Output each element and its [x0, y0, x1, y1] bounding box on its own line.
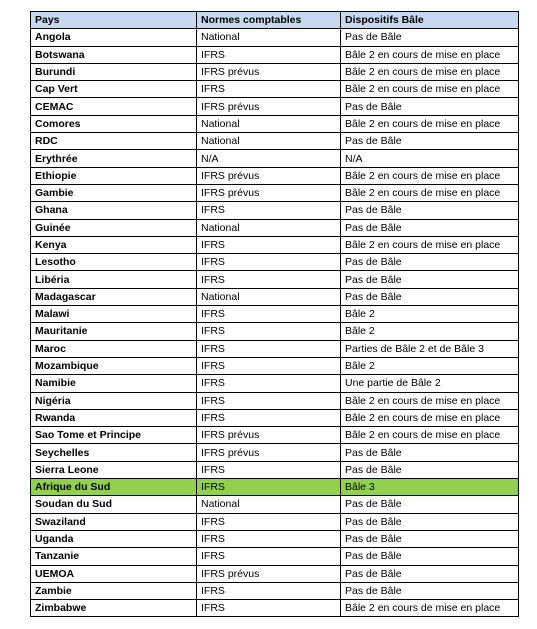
table-row [31, 63, 519, 80]
cell-pays: CEMAC [31, 98, 197, 115]
table-row [31, 409, 519, 426]
cell-pays: Comores [31, 115, 197, 132]
table-row [31, 548, 519, 565]
cell-bale: Bâle 2 en cours de mise en place [341, 81, 519, 98]
cell-bale: N/A [341, 150, 519, 167]
table-row [31, 444, 519, 461]
cell-pays: Cap Vert [31, 81, 197, 98]
table-row [31, 219, 519, 236]
cell-bale: Pas de Bâle [341, 29, 519, 46]
cell-bale: Une partie de Bâle 2 [341, 375, 519, 392]
cell-bale: Pas de Bâle [341, 496, 519, 513]
cell-bale: Bâle 2 en cours de mise en place [341, 236, 519, 253]
cell-pays: Angola [31, 29, 197, 46]
cell-pays: Zimbabwe [31, 600, 197, 617]
cell-normes: IFRS [197, 530, 341, 547]
cell-pays: Kenya [31, 236, 197, 253]
cell-bale: Pas de Bâle [341, 271, 519, 288]
cell-pays: Namibie [31, 375, 197, 392]
table-row [31, 323, 519, 340]
table-row [31, 513, 519, 530]
table-row [31, 375, 519, 392]
cell-pays: Tanzanie [31, 548, 197, 565]
cell-pays: Malawi [31, 306, 197, 323]
cell-bale: Bâle 2 [341, 357, 519, 374]
cell-normes: IFRS [197, 461, 341, 478]
cell-bale: Pas de Bâle [341, 202, 519, 219]
table-row [31, 115, 519, 132]
cell-pays: Swaziland [31, 513, 197, 530]
table-row [31, 340, 519, 357]
cell-pays: Gambie [31, 184, 197, 201]
cell-pays: Sierra Leone [31, 461, 197, 478]
cell-bale: Bâle 2 en cours de mise en place [341, 409, 519, 426]
table-row [31, 236, 519, 253]
cell-pays: Rwanda [31, 409, 197, 426]
cell-bale: Pas de Bâle [341, 219, 519, 236]
table-row [31, 582, 519, 599]
cell-bale: Bâle 3 [341, 479, 519, 496]
table-row [31, 271, 519, 288]
cell-bale: Bâle 2 [341, 323, 519, 340]
cell-pays: Botswana [31, 46, 197, 63]
cell-pays: Sao Tome et Principe [31, 427, 197, 444]
cell-bale: Bâle 2 en cours de mise en place [341, 184, 519, 201]
table-row [31, 98, 519, 115]
table-row [31, 565, 519, 582]
cell-pays: Seychelles [31, 444, 197, 461]
cell-normes: National [197, 133, 341, 150]
cell-bale: Pas de Bâle [341, 98, 519, 115]
cell-bale: Pas de Bâle [341, 288, 519, 305]
table-row [31, 184, 519, 201]
cell-normes: IFRS [197, 513, 341, 530]
cell-pays: Mozambique [31, 357, 197, 374]
cell-pays: Uganda [31, 530, 197, 547]
cell-normes: National [197, 219, 341, 236]
table-row [31, 600, 519, 617]
table-row [31, 392, 519, 409]
table-header [31, 12, 519, 29]
cell-pays: Erythrée [31, 150, 197, 167]
cell-normes: National [197, 496, 341, 513]
cell-pays: Guinée [31, 219, 197, 236]
cell-normes: IFRS prévus [197, 444, 341, 461]
table-row [31, 479, 519, 496]
cell-bale: Bâle 2 en cours de mise en place [341, 46, 519, 63]
cell-bale: Bâle 2 en cours de mise en place [341, 115, 519, 132]
cell-pays: UEMOA [31, 565, 197, 582]
table-row [31, 427, 519, 444]
cell-normes: IFRS prévus [197, 98, 341, 115]
cell-normes: IFRS [197, 479, 341, 496]
cell-normes: IFRS prévus [197, 427, 341, 444]
table-body [31, 29, 519, 617]
table-row [31, 254, 519, 271]
header-pays: Pays [31, 12, 197, 29]
cell-normes: IFRS [197, 323, 341, 340]
cell-pays: RDC [31, 133, 197, 150]
cell-pays: Soudan du Sud [31, 496, 197, 513]
cell-bale: Pas de Bâle [341, 461, 519, 478]
table-row [31, 46, 519, 63]
cell-normes: IFRS [197, 81, 341, 98]
cell-normes: IFRS [197, 202, 341, 219]
cell-normes: National [197, 288, 341, 305]
table-row [31, 29, 519, 46]
cell-normes: IFRS [197, 582, 341, 599]
cell-pays: Ethiopie [31, 167, 197, 184]
cell-normes: IFRS [197, 409, 341, 426]
cell-bale: Bâle 2 en cours de mise en place [341, 392, 519, 409]
table-row [31, 530, 519, 547]
cell-bale: Bâle 2 en cours de mise en place [341, 167, 519, 184]
cell-bale: Pas de Bâle [341, 133, 519, 150]
header-normes: Normes comptables [197, 12, 341, 29]
cell-bale: Bâle 2 en cours de mise en place [341, 427, 519, 444]
cell-bale: Parties de Bâle 2 et de Bâle 3 [341, 340, 519, 357]
cell-normes: IFRS [197, 392, 341, 409]
cell-pays: Lesotho [31, 254, 197, 271]
cell-bale: Pas de Bâle [341, 582, 519, 599]
table-row [31, 167, 519, 184]
cell-normes: IFRS [197, 375, 341, 392]
cell-normes: IFRS [197, 306, 341, 323]
table-row [31, 496, 519, 513]
header-row [31, 12, 519, 29]
cell-normes: IFRS [197, 254, 341, 271]
cell-normes: IFRS [197, 357, 341, 374]
cell-normes: IFRS prévus [197, 167, 341, 184]
cell-bale: Bâle 2 [341, 306, 519, 323]
cell-pays: Nigéria [31, 392, 197, 409]
table-row [31, 306, 519, 323]
cell-pays: Zambie [31, 582, 197, 599]
cell-bale: Pas de Bâle [341, 530, 519, 547]
cell-normes: IFRS [197, 548, 341, 565]
cell-bale: Pas de Bâle [341, 513, 519, 530]
cell-normes: IFRS prévus [197, 184, 341, 201]
cell-normes: National [197, 115, 341, 132]
cell-bale: Pas de Bâle [341, 565, 519, 582]
table-container [30, 11, 518, 617]
cell-normes: IFRS [197, 340, 341, 357]
table-row [31, 202, 519, 219]
cell-bale: Pas de Bâle [341, 444, 519, 461]
cell-normes: IFRS prévus [197, 565, 341, 582]
cell-normes: IFRS [197, 600, 341, 617]
cell-pays: Afrique du Sud [31, 479, 197, 496]
cell-pays: Mauritanie [31, 323, 197, 340]
table-row [31, 133, 519, 150]
cell-normes: National [197, 29, 341, 46]
table-row [31, 150, 519, 167]
cell-normes: N/A [197, 150, 341, 167]
cell-normes: IFRS prévus [197, 63, 341, 80]
cell-normes: IFRS [197, 271, 341, 288]
cell-bale: Pas de Bâle [341, 254, 519, 271]
countries-table [30, 11, 519, 617]
cell-bale: Bâle 2 en cours de mise en place [341, 600, 519, 617]
cell-pays: Ghana [31, 202, 197, 219]
cell-bale: Pas de Bâle [341, 548, 519, 565]
cell-pays: Burundi [31, 63, 197, 80]
cell-pays: Madagascar [31, 288, 197, 305]
cell-normes: IFRS [197, 236, 341, 253]
cell-normes: IFRS [197, 46, 341, 63]
table-row [31, 461, 519, 478]
cell-pays: Libéria [31, 271, 197, 288]
table-row [31, 357, 519, 374]
table-row [31, 288, 519, 305]
table-row [31, 81, 519, 98]
cell-bale: Bâle 2 en cours de mise en place [341, 63, 519, 80]
header-bale: Dispositifs Bâle [341, 12, 519, 29]
cell-pays: Maroc [31, 340, 197, 357]
